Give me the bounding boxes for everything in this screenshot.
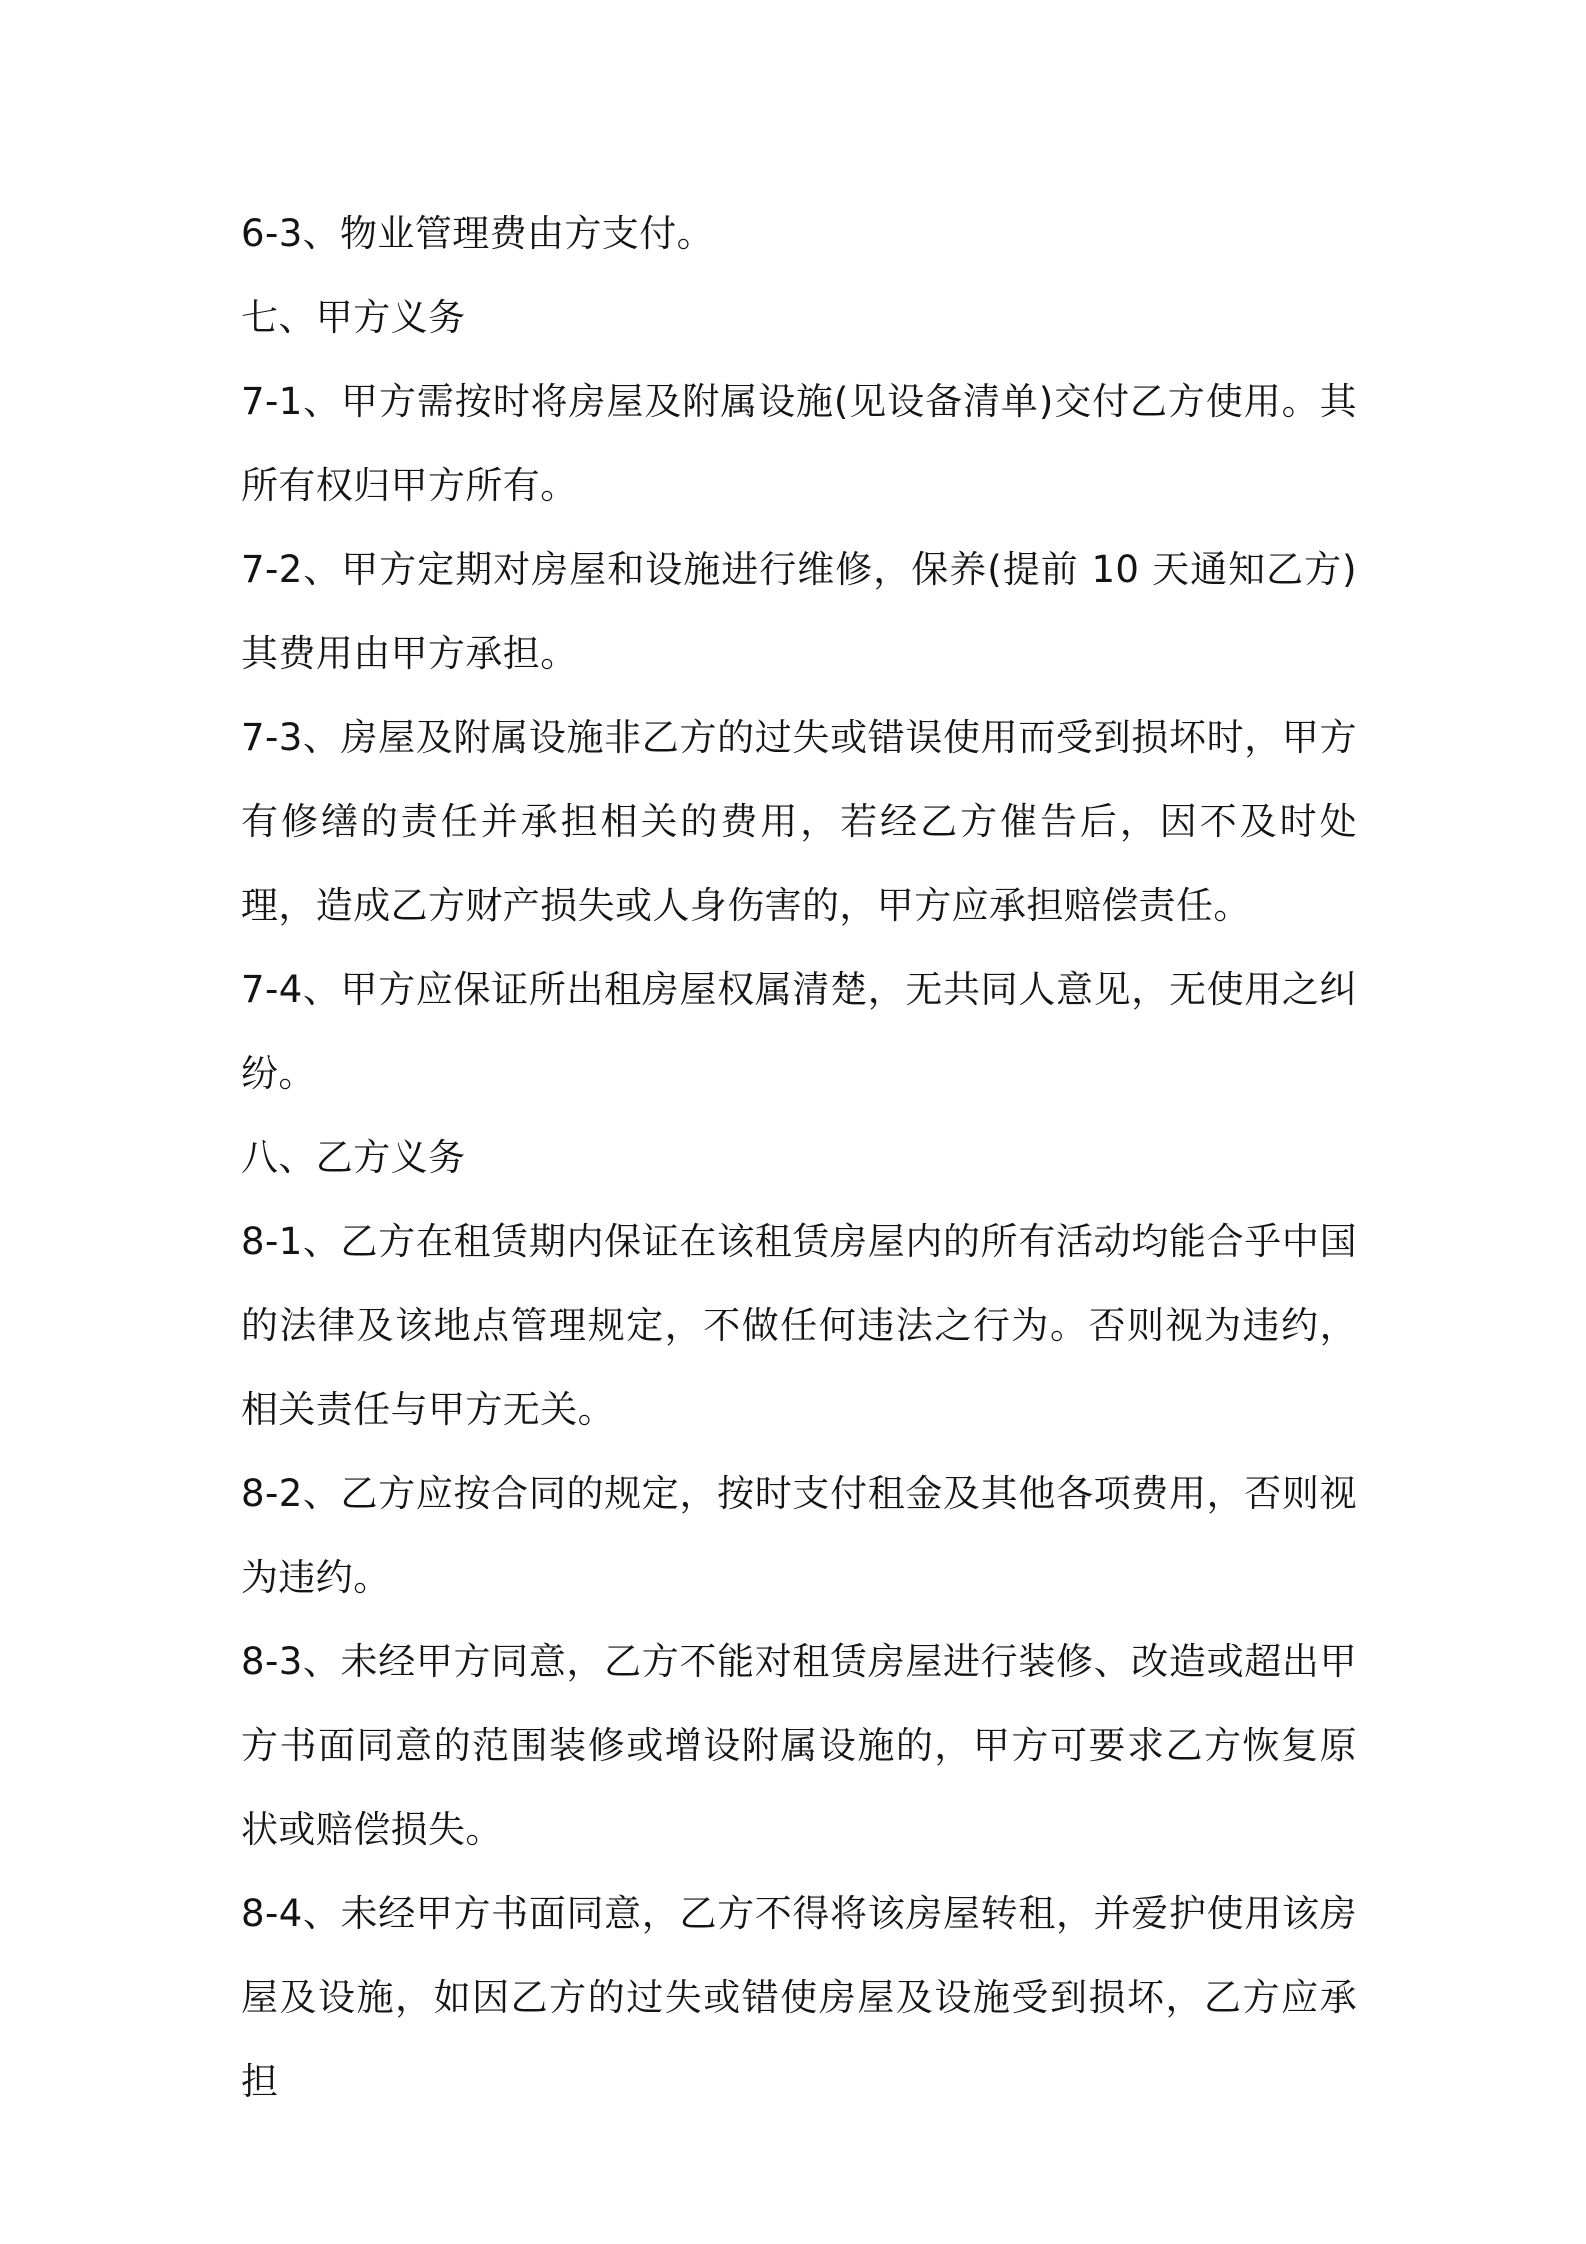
clause-8-4: 8-4、未经甲方书面同意，乙方不得将该房屋转租，并爱护使用该房屋及设施，如因乙方的过失或错使房屋及设施受到损坏，乙方应承担 (241, 1892, 1357, 2103)
clause-8-3: 8-3、未经甲方同意，乙方不能对租赁房屋进行装修、改造或超出甲方书面同意的范围装修或增设附属设施的，甲方可要求乙方恢复原状或赔偿损失。 (241, 1640, 1357, 1851)
clause-7-3: 7-3、房屋及附属设施非乙方的过失或错误使用而受到损坏时，甲方有修缮的责任并承担相关的费用，若经乙方催告后，因不及时处理，造成乙方财产损失或人身伤害的，甲方应承担赔偿责任。 (241, 716, 1357, 927)
section-heading-8: 八、乙方义务 (241, 1136, 466, 1179)
clause-8-2: 8-2、乙方应按合同的规定，按时支付租金及其他各项费用，否则视为违约。 (241, 1472, 1357, 1599)
clause-7-1: 7-1、甲方需按时将房屋及附属设施(见设备清单)交付乙方使用。其所有权归甲方所有。 (241, 380, 1357, 507)
clause-7-2: 7-2、甲方定期对房屋和设施进行维修，保养(提前 10 天通知乙方)其费用由甲方承担。 (241, 548, 1357, 675)
section-heading-7: 七、甲方义务 (241, 296, 466, 339)
clause-8-1: 8-1、乙方在租赁期内保证在该租赁房屋内的所有活动均能合乎中国的法律及该地点管理规定，不做任何违法之行为。否则视为违约，相关责任与甲方无关。 (241, 1220, 1357, 1431)
contract-body (241, 192, 1357, 2124)
clause-6-3: 6-3、物业管理费由方支付。 (241, 212, 715, 255)
clause-7-4: 7-4、甲方应保证所出租房屋权属清楚，无共同人意见，无使用之纠纷。 (241, 968, 1357, 1095)
